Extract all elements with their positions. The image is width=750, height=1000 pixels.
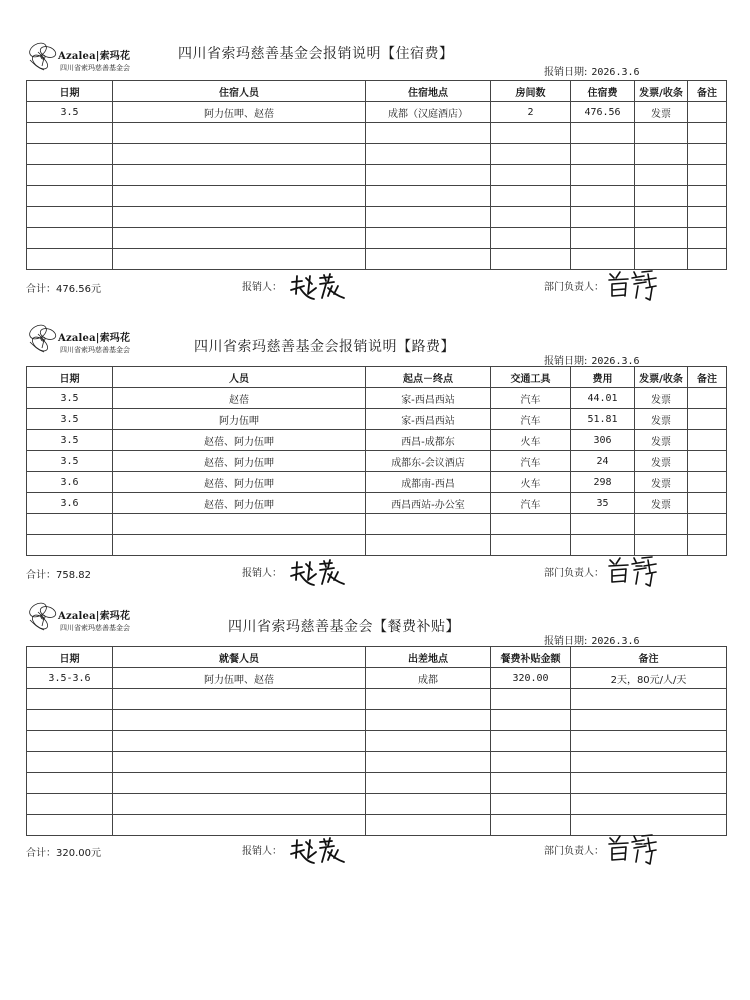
header-allowance: 餐费补贴金额: [491, 647, 571, 668]
table-row: [27, 249, 727, 270]
cell-date: [27, 207, 113, 228]
cell-person: 赵蓓、阿力伍呷: [113, 451, 366, 472]
cell-guests: [113, 207, 366, 228]
cell-person: 赵蓓、阿力伍呷: [113, 493, 366, 514]
cell-date: [27, 165, 113, 186]
logo: [24, 598, 144, 638]
table-row: [27, 472, 727, 493]
report-date-label: 报销日期:: [544, 67, 588, 78]
cell-rooms: [491, 144, 571, 165]
cell-route: 成都东-会议酒店: [366, 451, 491, 472]
cell-date: [27, 689, 113, 710]
report-date-label: 报销日期:: [544, 636, 588, 647]
cell-date: [27, 249, 113, 270]
cell-route: [366, 535, 491, 556]
cell-location: [366, 752, 491, 773]
cell-guests: [113, 123, 366, 144]
cell-rooms: 2: [491, 102, 571, 123]
logo: [24, 38, 144, 78]
cell-person: 赵蓓、阿力伍呷: [113, 430, 366, 451]
cell-allowance: 320.00: [491, 668, 571, 689]
table-row: [27, 773, 727, 794]
cell-remark: [688, 472, 727, 493]
travel-table: [26, 366, 727, 556]
report-date: [544, 632, 640, 647]
table-row: [27, 689, 727, 710]
cell-fee: [571, 144, 635, 165]
cell-allowance: [491, 731, 571, 752]
handler-label: 报销人：: [242, 568, 282, 579]
cell-remark: [688, 249, 727, 270]
cell-allowance: [491, 815, 571, 836]
header-invoice: 发票/收条: [635, 367, 688, 388]
cell-location: [366, 186, 491, 207]
header-fee: 住宿费: [571, 81, 635, 102]
cell-allowance: [491, 773, 571, 794]
cell-location: [366, 815, 491, 836]
cell-remark: [688, 493, 727, 514]
cell-fee: [571, 207, 635, 228]
header-transport: 交通工具: [491, 367, 571, 388]
handler-label: 报销人：: [242, 846, 282, 857]
cell-invoice: 发票: [635, 409, 688, 430]
cell-remark: [571, 794, 727, 815]
cell-route: [366, 514, 491, 535]
cell-diners: 阿力伍呷、赵蓓: [113, 668, 366, 689]
cell-location: [366, 123, 491, 144]
meal-table: [26, 646, 727, 836]
table-row: [27, 228, 727, 249]
table-row: [27, 409, 727, 430]
total-amount: 合计：758.82: [26, 570, 91, 581]
form-title: 四川省索玛慈善基金会报销说明【路费】: [194, 339, 455, 355]
cell-rooms: [491, 249, 571, 270]
logo-subtitle: 四川省索玛慈善基金会: [60, 64, 130, 72]
cell-invoice: [635, 514, 688, 535]
cell-invoice: [635, 535, 688, 556]
table-row: [27, 535, 727, 556]
header-fee: 费用: [571, 367, 635, 388]
cell-date: 3.6: [27, 472, 113, 493]
table-row: [27, 668, 727, 689]
cell-remark: [571, 710, 727, 731]
cell-rooms: [491, 123, 571, 144]
cell-diners: [113, 710, 366, 731]
cell-date: 3.5-3.6: [27, 668, 113, 689]
handler-signature: [288, 558, 350, 588]
table-header-row: [27, 647, 727, 668]
cell-route: 家-西昌西站: [366, 409, 491, 430]
cell-fee: [571, 165, 635, 186]
cell-transport: 火车: [491, 430, 571, 451]
table-row: [27, 102, 727, 123]
logo-name: Azalea|索玛花: [58, 611, 131, 622]
table-row: [27, 514, 727, 535]
dept-head-label: 部门负责人：: [544, 846, 604, 857]
cell-invoice: [635, 207, 688, 228]
cell-transport: 汽车: [491, 451, 571, 472]
cell-fee: 35: [571, 493, 635, 514]
total-amount: 合计：320.00元: [26, 848, 101, 859]
dept-head-signature: [606, 554, 660, 588]
cell-guests: 阿力伍呷、赵蓓: [113, 102, 366, 123]
cell-guests: [113, 249, 366, 270]
cell-date: [27, 731, 113, 752]
header-location: 住宿地点: [366, 81, 491, 102]
cell-invoice: 发票: [635, 493, 688, 514]
cell-person: 赵蓓、阿力伍呷: [113, 472, 366, 493]
cell-rooms: [491, 228, 571, 249]
cell-remark: [688, 514, 727, 535]
table-row: [27, 752, 727, 773]
cell-remark: [571, 773, 727, 794]
cell-remark: [571, 731, 727, 752]
cell-invoice: 发票: [635, 388, 688, 409]
table-row: [27, 207, 727, 228]
cell-allowance: [491, 794, 571, 815]
cell-fee: [571, 228, 635, 249]
total-amount: 合计：476.56元: [26, 284, 101, 295]
cell-date: [27, 752, 113, 773]
table-row: [27, 123, 727, 144]
handler-signature: [288, 272, 350, 302]
cell-transport: [491, 514, 571, 535]
header-remark: 备注: [688, 367, 727, 388]
header-rooms: 房间数: [491, 81, 571, 102]
cell-remark: [688, 228, 727, 249]
header-remark: 备注: [571, 647, 727, 668]
cell-invoice: 发票: [635, 102, 688, 123]
logo-name: Azalea|索玛花: [58, 333, 131, 344]
cell-invoice: [635, 165, 688, 186]
cell-location: [366, 165, 491, 186]
cell-fee: [571, 123, 635, 144]
cell-remark: [688, 207, 727, 228]
report-date-value: 2026.3.6: [591, 636, 640, 647]
table-row: [27, 388, 727, 409]
table-row: [27, 430, 727, 451]
cell-fee: 476.56: [571, 102, 635, 123]
header-invoice: 发票/收条: [635, 81, 688, 102]
cell-fee: [571, 249, 635, 270]
cell-remark: [688, 409, 727, 430]
cell-invoice: [635, 123, 688, 144]
cell-location: [366, 689, 491, 710]
table-row: [27, 144, 727, 165]
cell-date: 3.5: [27, 409, 113, 430]
cell-invoice: [635, 228, 688, 249]
cell-guests: [113, 228, 366, 249]
cell-location: [366, 144, 491, 165]
cell-location: [366, 731, 491, 752]
table-row: [27, 794, 727, 815]
header-person: 人员: [113, 367, 366, 388]
cell-date: [27, 228, 113, 249]
cell-fee: 44.01: [571, 388, 635, 409]
report-date: [544, 352, 640, 367]
cell-location: 成都（汉庭酒店）: [366, 102, 491, 123]
cell-guests: [113, 165, 366, 186]
table-row: [27, 493, 727, 514]
cell-date: [27, 535, 113, 556]
report-date-value: 2026.3.6: [591, 67, 640, 78]
cell-remark: [688, 144, 727, 165]
logo-subtitle: 四川省索玛慈善基金会: [60, 624, 130, 632]
cell-remark: [688, 123, 727, 144]
cell-remark: 2天，80元/人/天: [571, 668, 727, 689]
cell-fee: [571, 186, 635, 207]
cell-person: 赵蓓: [113, 388, 366, 409]
cell-invoice: 发票: [635, 430, 688, 451]
cell-invoice: 发票: [635, 472, 688, 493]
cell-date: [27, 794, 113, 815]
handler-signature: [288, 836, 350, 866]
cell-date: [27, 773, 113, 794]
cell-diners: [113, 773, 366, 794]
cell-fee: [571, 535, 635, 556]
table-row: [27, 451, 727, 472]
cell-guests: [113, 144, 366, 165]
cell-date: [27, 186, 113, 207]
cell-diners: [113, 794, 366, 815]
cell-person: 阿力伍呷: [113, 409, 366, 430]
cell-transport: 汽车: [491, 388, 571, 409]
cell-invoice: [635, 249, 688, 270]
cell-route: 成都南-西昌: [366, 472, 491, 493]
dept-head-label: 部门负责人：: [544, 568, 604, 579]
cell-fee: 51.81: [571, 409, 635, 430]
cell-remark: [688, 451, 727, 472]
report-date: [544, 63, 640, 78]
cell-date: [27, 123, 113, 144]
handler-label: 报销人：: [242, 282, 282, 293]
header-guests: 住宿人员: [113, 81, 366, 102]
cell-date: [27, 815, 113, 836]
table-row: [27, 731, 727, 752]
form-title: 四川省索玛慈善基金会【餐费补贴】: [228, 619, 460, 635]
cell-fee: 24: [571, 451, 635, 472]
cell-remark: [688, 388, 727, 409]
table-row: [27, 165, 727, 186]
cell-person: [113, 535, 366, 556]
cell-route: 西昌-成都东: [366, 430, 491, 451]
dept-head-signature: [606, 832, 660, 866]
cell-date: 3.5: [27, 102, 113, 123]
header-date: 日期: [27, 367, 113, 388]
cell-fee: 298: [571, 472, 635, 493]
cell-rooms: [491, 165, 571, 186]
logo-subtitle: 四川省索玛慈善基金会: [60, 346, 130, 354]
cell-date: 3.5: [27, 451, 113, 472]
cell-remark: [688, 102, 727, 123]
cell-guests: [113, 186, 366, 207]
logo: [24, 320, 144, 360]
cell-remark: [688, 165, 727, 186]
cell-date: [27, 710, 113, 731]
table-row: [27, 710, 727, 731]
cell-location: [366, 228, 491, 249]
dept-head-signature: [606, 268, 660, 302]
cell-date: 3.6: [27, 493, 113, 514]
cell-remark: [571, 689, 727, 710]
cell-rooms: [491, 207, 571, 228]
header-date: 日期: [27, 81, 113, 102]
cell-diners: [113, 689, 366, 710]
cell-location: [366, 207, 491, 228]
cell-route: 西昌西站-办公室: [366, 493, 491, 514]
cell-remark: [571, 752, 727, 773]
header-route: 起点－终点: [366, 367, 491, 388]
cell-location: [366, 249, 491, 270]
cell-date: 3.5: [27, 388, 113, 409]
cell-allowance: [491, 689, 571, 710]
cell-transport: 火车: [491, 472, 571, 493]
cell-rooms: [491, 186, 571, 207]
cell-invoice: [635, 186, 688, 207]
dept-head-label: 部门负责人：: [544, 282, 604, 293]
cell-date: [27, 144, 113, 165]
cell-person: [113, 514, 366, 535]
cell-date: 3.5: [27, 430, 113, 451]
cell-remark: [688, 430, 727, 451]
cell-allowance: [491, 710, 571, 731]
form-title: 四川省索玛慈善基金会报销说明【住宿费】: [178, 46, 454, 62]
header-remark: 备注: [688, 81, 727, 102]
cell-diners: [113, 731, 366, 752]
header-diners: 就餐人员: [113, 647, 366, 668]
cell-date: [27, 514, 113, 535]
cell-remark: [688, 186, 727, 207]
cell-invoice: 发票: [635, 451, 688, 472]
header-date: 日期: [27, 647, 113, 668]
logo-name: Azalea|索玛花: [58, 51, 131, 62]
cell-diners: [113, 815, 366, 836]
lodging-table: [26, 80, 727, 270]
table-header-row: [27, 367, 727, 388]
cell-location: [366, 710, 491, 731]
report-date-label: 报销日期:: [544, 356, 588, 367]
cell-transport: 汽车: [491, 409, 571, 430]
report-date-value: 2026.3.6: [591, 356, 640, 367]
table-row: [27, 186, 727, 207]
cell-location: [366, 794, 491, 815]
table-header-row: [27, 81, 727, 102]
header-location: 出差地点: [366, 647, 491, 668]
cell-diners: [113, 752, 366, 773]
cell-remark: [688, 535, 727, 556]
cell-fee: [571, 514, 635, 535]
cell-location: 成都: [366, 668, 491, 689]
cell-transport: [491, 535, 571, 556]
cell-location: [366, 773, 491, 794]
cell-fee: 306: [571, 430, 635, 451]
cell-route: 家-西昌西站: [366, 388, 491, 409]
cell-transport: 汽车: [491, 493, 571, 514]
cell-invoice: [635, 144, 688, 165]
cell-allowance: [491, 752, 571, 773]
